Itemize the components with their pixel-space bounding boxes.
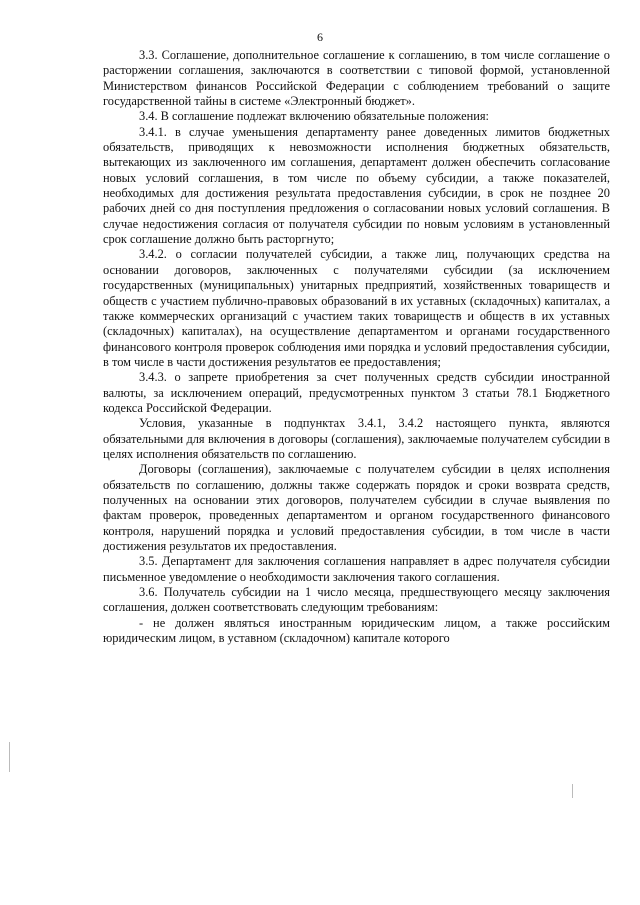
paragraph-requirement: - не должен являться иностранным юридическим лицом, а также российским юридическим лицом, в уставном (складочном) капитале которого xyxy=(103,615,610,646)
paragraph-conditions: Условия, указанные в подпунктах 3.4.1, 3.4.2 настоящего пункта, являются обязательными для включения в договоры (соглашения), заключаемые получателем субсидии в целях исполнения обязательств по соглашению. xyxy=(103,416,610,461)
paragraph-3-5: 3.5. Департамент для заключения соглашения направляет в адрес получателя субсидии письменное уведомление о необходимости заключения такого соглашения. xyxy=(103,554,610,584)
paragraph-3-4-3: 3.4.3. о запрете приобретения за счет полученных средств субсидии иностранной валюты, за исключением операций, предусмотренных пунктом 3 статьи 78.1 Бюджетного кодекса Российской Федерации. xyxy=(103,370,610,415)
paragraph-3-4: 3.4. В соглашение подлежат включению обязательные положения: xyxy=(139,109,489,124)
paragraph-3-3: 3.3. Соглашение, дополнительное соглашение к соглашению, в том числе соглашение о расторжении соглашения, заключаются в соответствии с типовой формой, установленной Министерством финансов Российской Федерации с соблюдением требований о защите государственной тайны в системе «Электронный бюджет». xyxy=(103,48,610,109)
paragraph-3-6: 3.6. Получатель субсидии на 1 число месяца, предшествующего месяцу заключения соглашения, должен соответствовать следующим требованиям: xyxy=(103,585,610,615)
document-body xyxy=(103,48,610,646)
paragraph-3-4-1: 3.4.1. в случае уменьшения департаменту ранее доведенных лимитов бюджетных обязательств, приводящих к невозможности исполнения бюджетных обязательств, вытекающих из заключенного им соглашения, департамент должен обеспечить согласование новых условий соглашения, в том числе по объему субсидии, а также показателей, необходимых для достижения результата предоставления субсидии, в срок не позднее 20 рабочих дней со дня поступления предложения о согласовании новых условий соглашения. В случае недостижения согласия от получателя субсидии по новым условиям в установленный срок соглашение должно быть расторгнуто; xyxy=(103,124,610,247)
paragraph-3-4-2: 3.4.2. о согласии получателей субсидии, а также лиц, получающих средства на основании договоров, заключенных с получателями субсидии (за исключением государственных (муниципальных) унитарных предприятий, хозяйственных товариществ и обществ с участием публично-правовых образований в их уставных (складочных) капиталах, а также коммерческих организаций с участием таких товариществ и обществ в их уставных (складочных) капиталах), на осуществление департаментом и органами государственного финансового контроля проверок соблюдения ими порядка и условий предоставления субсидии, в том числе в части достижения результатов ее предоставления; xyxy=(103,247,610,369)
scan-mark-right xyxy=(572,784,573,798)
paragraph-contracts: Договоры (соглашения), заключаемые с получателем субсидии в целях исполнения обязательств по соглашению, должны также содержать порядок и сроки возврата средств, полученных на основании этих договоров, получателем субсидии в случае выявления по фактам проверок, проведенных департаментом и органом государственного финансового контроля, нарушений порядка и условий предоставления субсидии, в том числе в части достижения результатов их предоставления. xyxy=(103,462,610,553)
page-number: 6 xyxy=(317,30,323,44)
scan-mark-left xyxy=(9,742,10,772)
